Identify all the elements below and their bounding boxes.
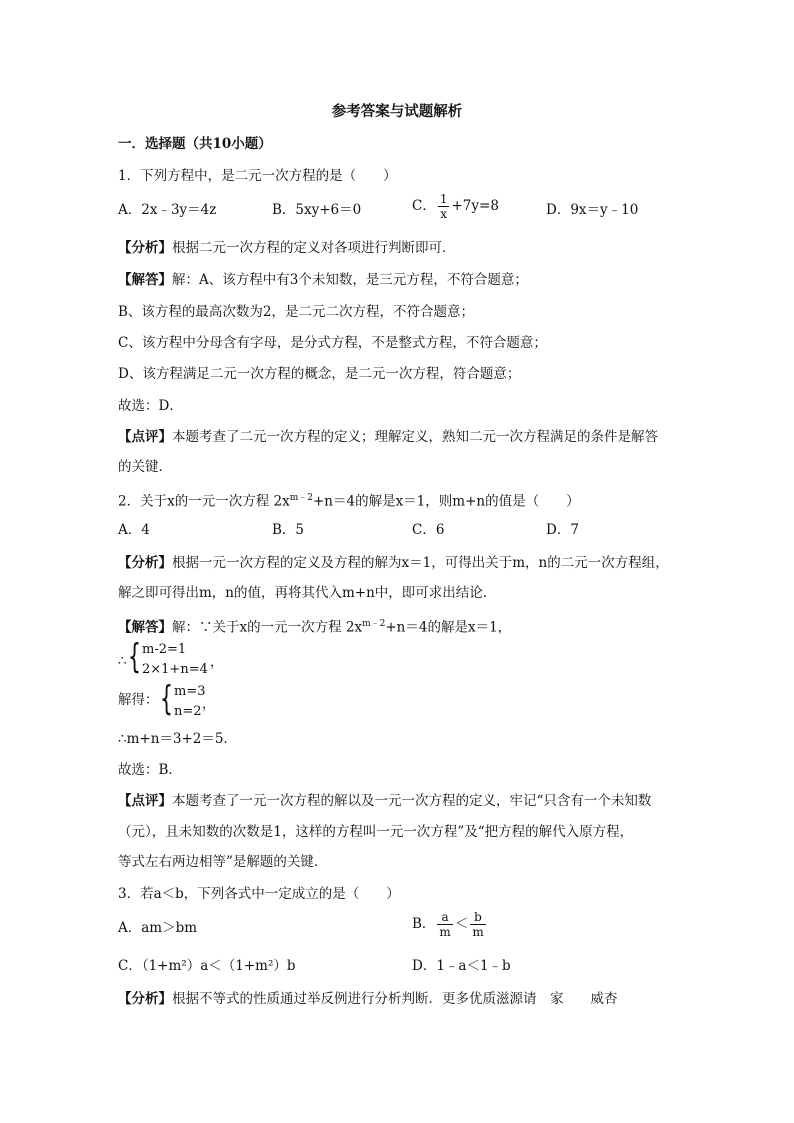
q1-option-a: A．2x﹣3y＝4z: [118, 202, 217, 218]
q1-solution: [118, 270, 528, 290]
q1-analysis: [118, 238, 456, 258]
q2-analysis: [118, 553, 669, 573]
analysis-tag: 【分析】: [118, 555, 172, 571]
equation-system-1: [118, 637, 258, 680]
q3-option-b-relation: ＜: [454, 916, 469, 932]
equation-system-2: [118, 679, 278, 722]
fraction-numerator: a: [437, 910, 452, 925]
q3-option-c: C．（1+m²）a＜（1+m²）b: [118, 958, 296, 974]
q1-solution-line-4: D、该方程满足二元一次方程的概念，是二元一次方程，符合题意；: [118, 366, 521, 382]
q2-comment-line-2: （元），且未知数的次数是1，这样的方程叫一元一次方程”及“把方程的解代入原方程，: [118, 824, 634, 840]
system-1-row-1: m-2=1: [142, 642, 187, 657]
q1-option-b: B．5xy+6＝0: [272, 202, 362, 218]
q2-option-b: B．5: [272, 522, 305, 538]
solution-text: 解：A、该方程中有3个未知数，是三元方程，不符合题意；: [172, 272, 528, 288]
solve-label: 解得：: [118, 692, 159, 708]
q2-solution: [118, 614, 511, 638]
q1-option-c-fraction: [438, 192, 450, 221]
fraction-numerator: b: [470, 910, 485, 925]
q3-option-b-fraction-2: [470, 910, 485, 939]
q2-option-a: A．4: [118, 522, 150, 538]
q2-comment: [118, 791, 651, 811]
fraction-denominator: m: [439, 925, 451, 939]
q3-option-a: A．am＞bm: [118, 920, 198, 936]
system-1-row-2: 2×1+n=4: [142, 662, 208, 677]
solution-exponent: m﹣2: [362, 619, 386, 629]
fraction-denominator: m: [472, 925, 484, 939]
q1-comment-line-2: 的关键．: [118, 459, 172, 475]
q2-stem-end: +n＝4的解是x＝1，则m+n的值是（ ）: [312, 493, 580, 510]
left-brace-icon: {: [160, 679, 173, 719]
solution-text-end: +n＝4的解是x＝1，: [385, 619, 512, 636]
section-heading: 一．选择题（共10小题）: [118, 136, 272, 152]
q2-option-d: D．7: [546, 522, 579, 538]
q1-option-c: [412, 192, 499, 221]
comment-tag: 【点评】: [118, 793, 172, 809]
solution-tag: 【解答】: [118, 619, 172, 636]
q1-solution-line-2: B、该方程的最高次数为2，是二元二次方程，不符合题意；: [118, 304, 475, 320]
q3-option-b-prefix: B．: [412, 916, 436, 932]
analysis-text: 根据不等式的性质通过举反例进行分析判断．更多优质滋源请 家 威杏: [172, 991, 618, 1007]
q3-option-b-fraction-1: [437, 910, 452, 939]
q1-option-c-prefix: C．: [412, 198, 436, 214]
analysis-tag: 【分析】: [118, 240, 172, 256]
q3-option-d: D．1﹣a＜1﹣b: [412, 958, 511, 974]
analysis-text: 根据一元一次方程的定义及方程的解为x＝1，可得出关于m，n的二元一次方程组，: [172, 555, 669, 571]
comment-text: 本题考查了一元一次方程的解以及一元一次方程的定义，牢记“只含有一个未知数: [172, 793, 652, 809]
system-2-row-1: m=3: [174, 684, 206, 699]
q2-stem-exponent: m﹣2: [289, 493, 313, 503]
q1-stem: 1．下列方程中，是二元一次方程的是（ ）: [118, 168, 397, 184]
q2-analysis-line-2: 解之即可得出m，n的值，再将其代入m+n中，即可求出结论．: [118, 585, 497, 601]
q1-comment: [118, 427, 658, 447]
system-2-row-2: n=2: [174, 704, 202, 719]
q2-answer: 故选：B．: [118, 762, 182, 778]
q2-comment-line-3: 等式左右两边相等”是解题的关键．: [118, 854, 328, 870]
analysis-tag: 【分析】: [118, 991, 172, 1007]
q3-option-b: [412, 910, 488, 939]
q1-solution-line-3: C、该方程中分母含有字母，是分式方程，不是整式方程，不符合题意；: [118, 335, 547, 351]
q2-result: ∴m+n＝3+2＝5．: [118, 731, 237, 747]
comment-tag: 【点评】: [118, 429, 172, 445]
page-title: 参考答案与试题解析: [331, 103, 463, 120]
q3-stem: 3．若a＜b，下列各式中一定成立的是（ ）: [118, 886, 400, 902]
fraction-denominator: x: [440, 207, 448, 221]
system-1-tail: ，: [210, 655, 224, 670]
q3-analysis: [118, 989, 618, 1009]
q2-option-c: C．6: [412, 522, 445, 538]
q2-stem: [118, 488, 580, 512]
analysis-text: 根据二元一次方程的定义对各项进行判断即可．: [172, 240, 456, 256]
q1-answer: 故选：D．: [118, 398, 183, 414]
solution-text-start: 解：∵关于x的一元一次方程 2x: [172, 619, 363, 636]
fraction-numerator: 1: [439, 192, 448, 206]
solution-tag: 【解答】: [118, 272, 172, 288]
q2-stem-start: 2．关于x的一元一次方程 2x: [118, 493, 290, 510]
left-brace-icon: {: [128, 637, 141, 677]
comment-text: 本题考查了二元一次方程的定义；理解定义，熟知二元一次方程满足的条件是解答: [172, 429, 658, 445]
q1-option-d: D．9x＝y﹣10: [546, 202, 639, 218]
system-2-tail: ，: [202, 697, 216, 712]
therefore-symbol: ∴: [118, 653, 127, 669]
q1-option-c-suffix: +7y=8: [451, 198, 499, 214]
